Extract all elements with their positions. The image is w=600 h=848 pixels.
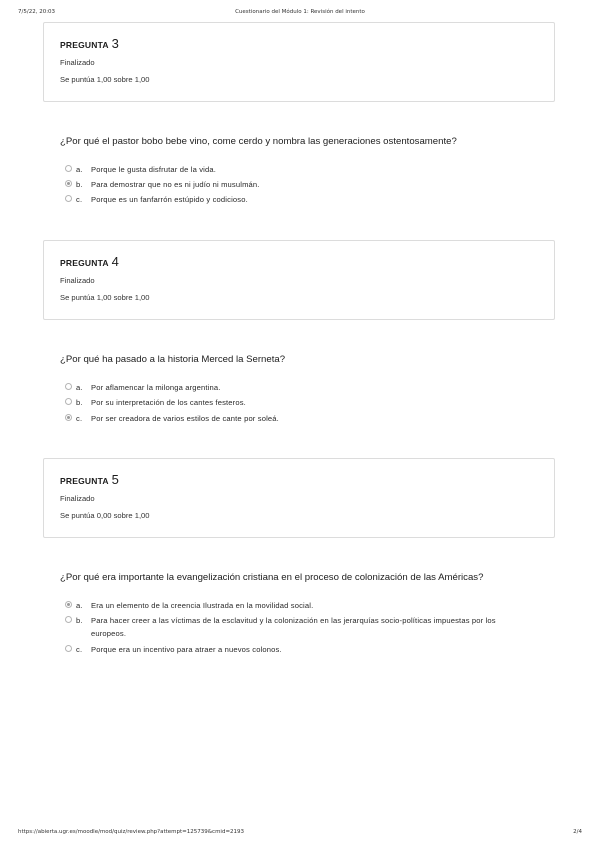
question-state: Finalizado [60,494,95,503]
question-title [60,36,119,51]
print-page-title: Cuestionario del Módulo 1: Revisión del intento [235,9,365,15]
question-text: ¿Por qué el pastor bobo bebe vino, come cerdo y nombra las generaciones ostentosamente? [60,136,457,147]
radio-button[interactable] [65,398,72,405]
radio-button-selected[interactable] [65,180,72,187]
answer-letter: b. [76,398,83,407]
answer-text: Era un elemento de la creencia Ilustrada en la movilidad social. [91,601,314,610]
print-page-number: 2/4 [573,829,582,835]
radio-button[interactable] [65,645,72,652]
answer-text: Por ser creadora de varios estilos de cante por soleá. [91,414,279,423]
radio-button-selected[interactable] [65,601,72,608]
question-state: Finalizado [60,58,95,67]
question-grade: Se puntúa 1,00 sobre 1,00 [60,75,150,84]
print-url: https://abierta.ugr.es/moodle/mod/quiz/review.php?attempt=125739&cmid=2193 [18,829,245,835]
answer-letter: a. [76,601,83,610]
answer-letter: a. [76,383,83,392]
question-info-card [43,240,555,320]
question-title [60,254,119,269]
question-grade: Se puntúa 0,00 sobre 1,00 [60,511,150,520]
answer-text: Porque es un fanfarrón estúpido y codicioso. [91,195,248,204]
radio-button[interactable] [65,165,72,172]
radio-button[interactable] [65,616,72,623]
answer-letter: c. [76,414,83,423]
question-label: PREGUNTA [60,40,109,50]
answer-text: Por aflamencar la milonga argentina. [91,383,221,392]
print-header [18,9,582,17]
answer-letter: a. [76,165,83,174]
question-grade: Se puntúa 1,00 sobre 1,00 [60,293,150,302]
answer-letter: c. [76,645,83,654]
question-number: 4 [111,254,120,269]
radio-button[interactable] [65,195,72,202]
question-label: PREGUNTA [60,476,109,486]
radio-button-selected[interactable] [65,414,72,421]
print-datetime: 7/5/22, 20:03 [18,9,56,15]
answer-letter: b. [76,616,83,625]
print-footer [18,829,582,837]
answer-text: Para hacer creer a las víctimas de la esclavitud y la colonización en las jerarquías socio-políticas impuestas por los europeos. [91,616,496,638]
answer-letter: c. [76,195,83,204]
question-number: 5 [111,472,120,487]
answer-text: Porque le gusta disfrutar de la vida. [91,165,217,174]
question-info-card [43,22,555,102]
question-info-card [43,458,555,538]
answer-text: Por su interpretación de los cantes festeros. [91,398,246,407]
answer-text: Para demostrar que no es ni judío ni musulmán. [91,180,260,189]
question-text: ¿Por qué era importante la evangelización cristiana en el proceso de colonización de las Américas? [60,572,484,583]
question-title [60,472,119,487]
answer-letter: b. [76,180,83,189]
question-number: 3 [111,36,120,51]
answer-text: Porque era un incentivo para atraer a nuevos colonos. [91,645,282,654]
question-text: ¿Por qué ha pasado a la historia Merced la Serneta? [60,354,286,365]
question-state: Finalizado [60,276,95,285]
radio-button[interactable] [65,383,72,390]
question-label: PREGUNTA [60,258,109,268]
